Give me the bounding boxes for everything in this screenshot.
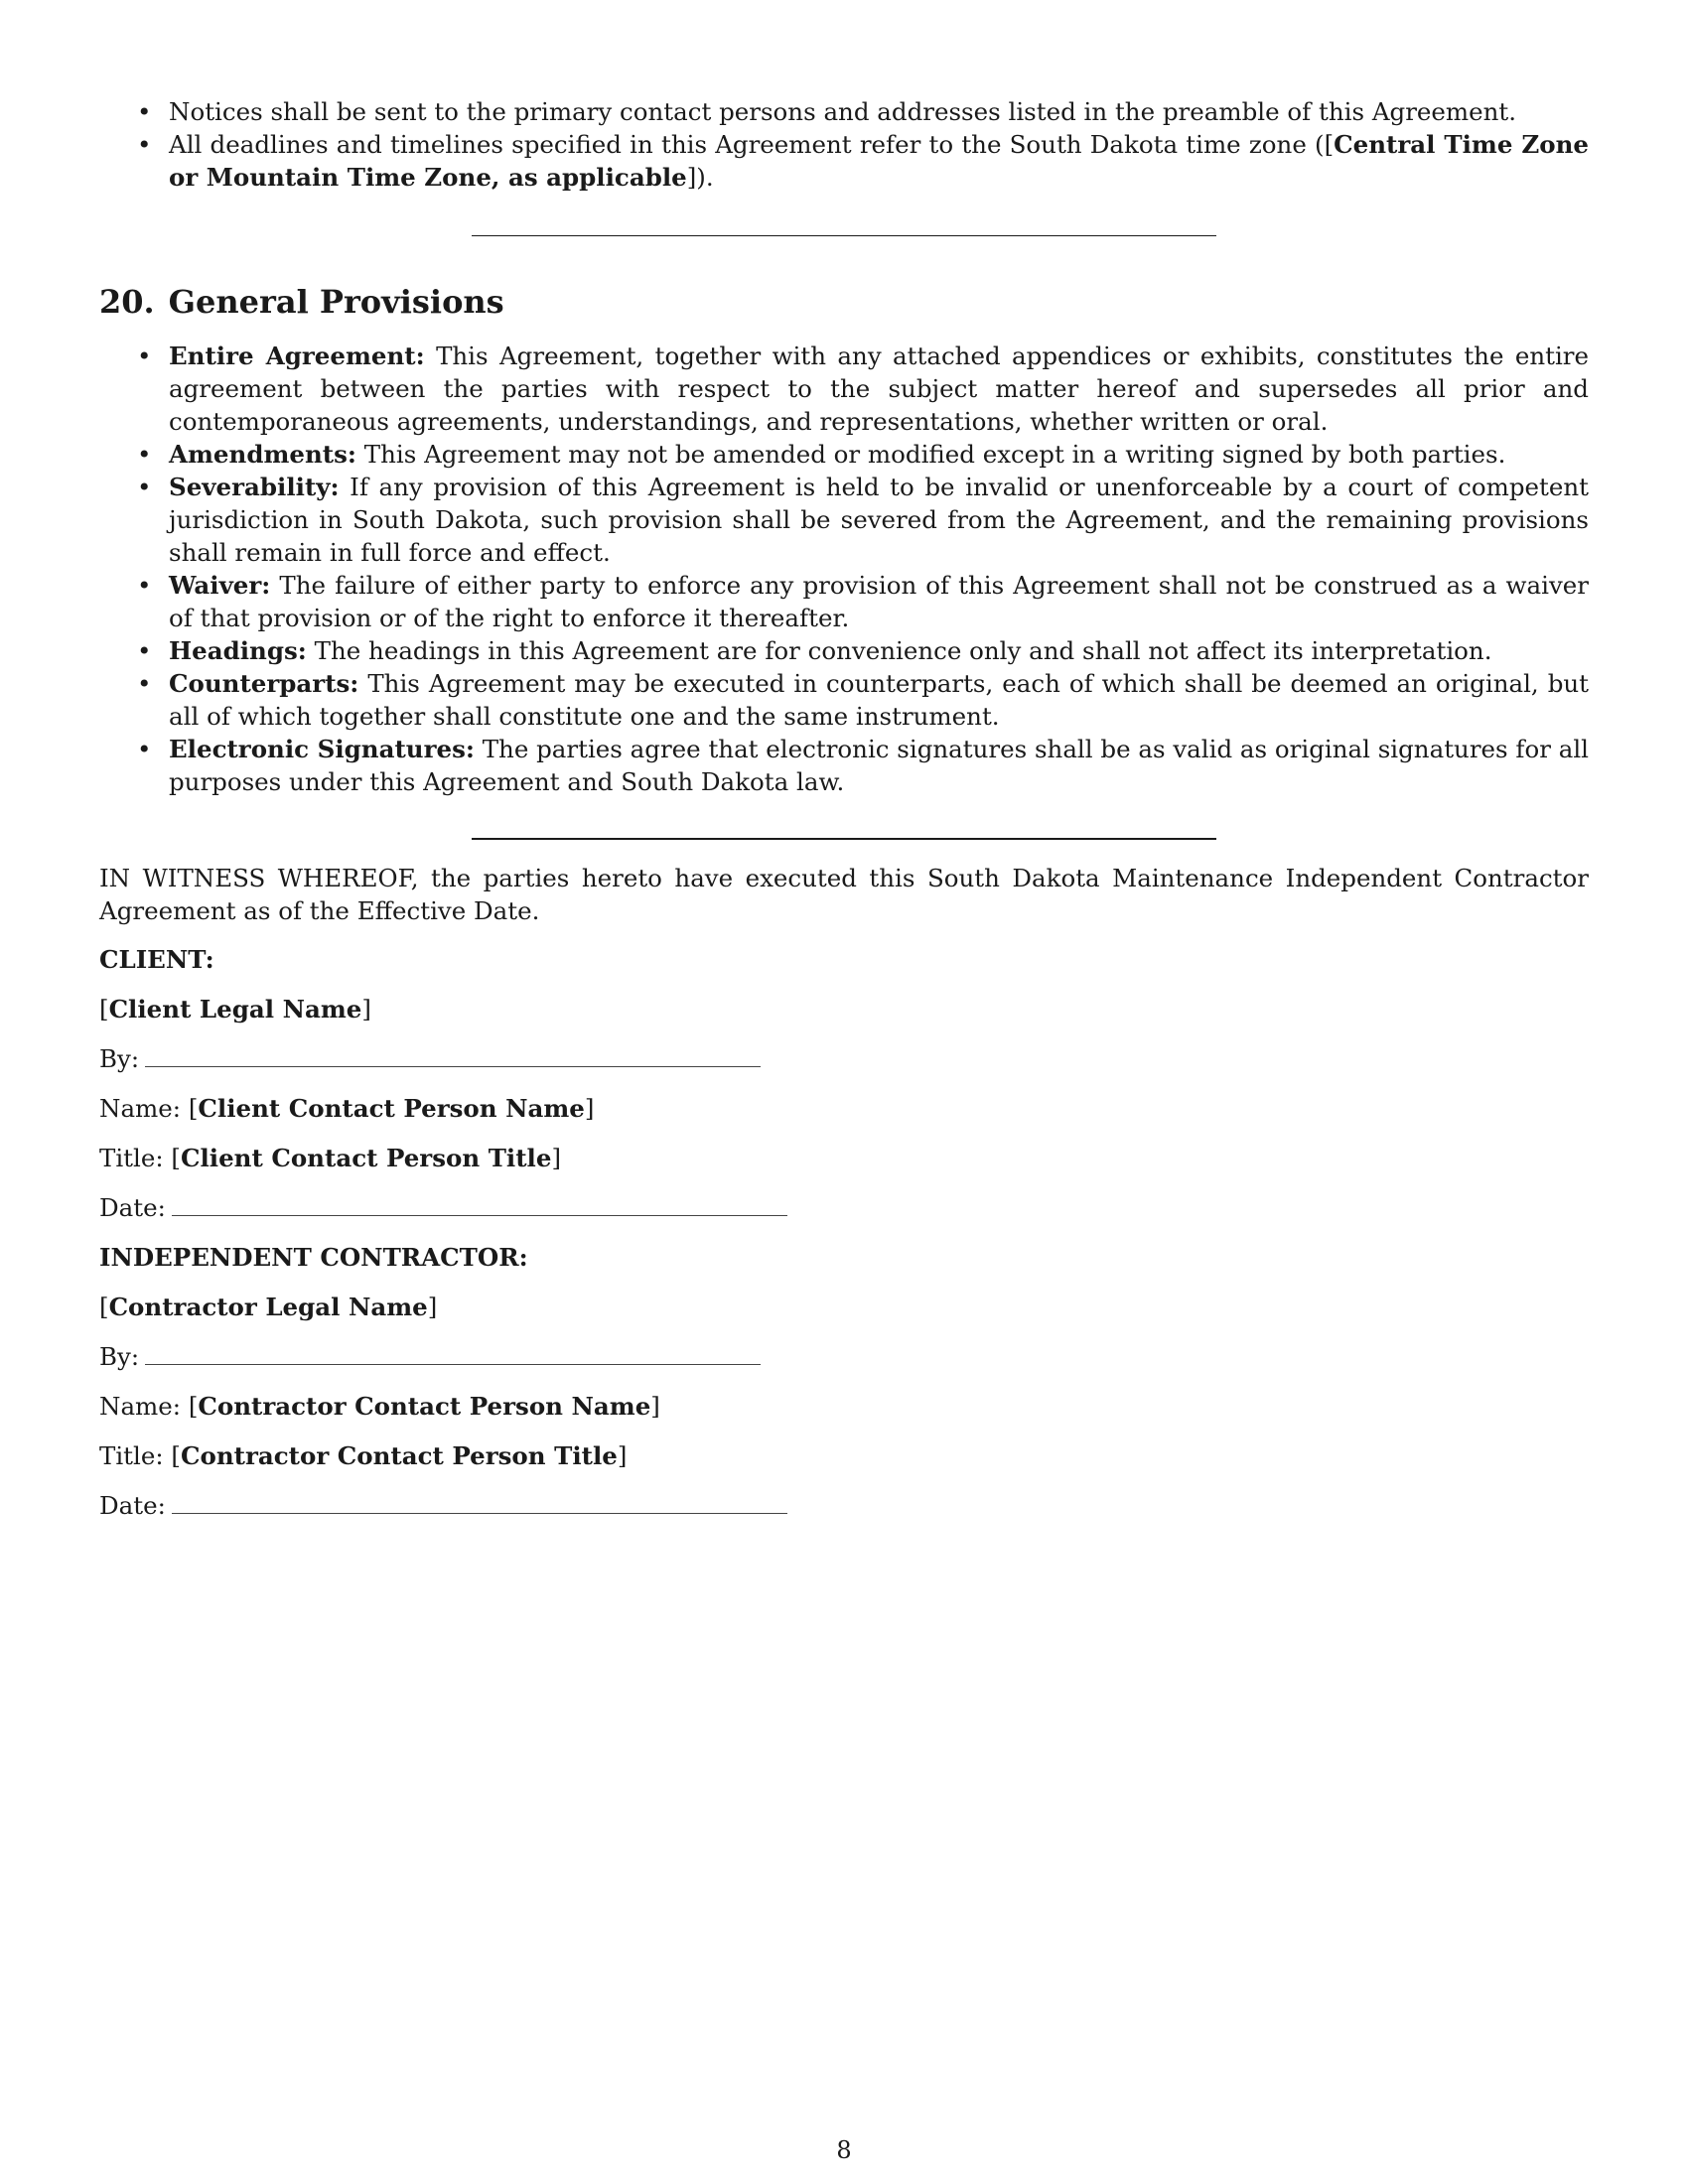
- list-item: [99, 667, 1589, 733]
- contractor-by-label: By:: [99, 1342, 140, 1371]
- provision-text: The failure of either party to enforce any provision of this Agreement shall not be construed as a waiver of that provision or of the right to enforce it thereafter.: [169, 571, 1589, 632]
- notices-list: [99, 95, 1589, 194]
- timezone-text-after: ]).: [686, 163, 714, 192]
- list-item: [99, 95, 1589, 128]
- list-item: [99, 471, 1589, 569]
- provision-text: This Agreement may not be amended or modified except in a writing signed by both parties.: [363, 440, 1506, 469]
- page-number: 8: [836, 2136, 852, 2164]
- provision-label: Severability:: [169, 473, 340, 501]
- contractor-signature-line[interactable]: [145, 1342, 761, 1365]
- list-item: [99, 128, 1589, 194]
- client-by-row: [99, 1042, 1589, 1076]
- provision-label: Entire Agreement:: [169, 341, 425, 370]
- client-by-label: By:: [99, 1044, 140, 1073]
- client-name-row: Name: [Client Contact Person Name]: [99, 1094, 595, 1123]
- contractor-name-value: Contractor Contact Person Name: [198, 1392, 651, 1421]
- contractor-by-row: [99, 1340, 1589, 1374]
- list-item: [99, 438, 1589, 471]
- provision-text: This Agreement may be executed in counterparts, each of which shall be deemed an original, but all of which together shall constitute one and the same instrument.: [169, 669, 1589, 731]
- provision-label: Electronic Signatures:: [169, 735, 475, 763]
- contractor-name-row: Name: [Contractor Contact Person Name]: [99, 1392, 660, 1421]
- provision-text: This Agreement, together with any attached appendices or exhibits, constitutes the entire agreement between the parties with respect to the subject matter hereof and supersedes all prior and contemporaneous agreements, understandings, and representations, whether written or oral.: [169, 341, 1590, 436]
- timezone-text-before: All deadlines and timelines specified in this Agreement refer to the South Dakota time zone ([: [169, 130, 1335, 159]
- client-legal-name-value: Client Legal Name: [108, 995, 362, 1024]
- provision-text: The headings in this Agreement are for convenience only and shall not affect its interpretation.: [314, 636, 1492, 665]
- section-number: 20.: [99, 283, 155, 321]
- signature-divider: [472, 838, 1216, 840]
- contractor-title-value: Contractor Contact Person Title: [180, 1441, 618, 1470]
- list-item: [99, 634, 1589, 667]
- notice-text: Notices shall be sent to the primary contact persons and addresses listed in the preamble of this Agreement.: [169, 97, 1517, 126]
- client-title-row: Title: [Client Contact Person Title]: [99, 1144, 562, 1172]
- list-item: [99, 569, 1589, 634]
- witness-clause: IN WITNESS WHEREOF, the parties hereto have executed this South Dakota Maintenance Independent Contractor Agreement as of the Effective Date.: [99, 864, 1589, 925]
- provision-label: Headings:: [169, 636, 307, 665]
- client-date-label: Date:: [99, 1193, 166, 1222]
- client-title-value: Client Contact Person Title: [180, 1144, 552, 1172]
- provision-text: If any provision of this Agreement is held to be invalid or unenforceable by a court of competent jurisdiction in South Dakota, such provision shall be severed from the Agreement, and the remaining provisions shall remain in full force and effect.: [169, 473, 1590, 567]
- client-date-row: [99, 1191, 1589, 1225]
- client-title-label: Title:: [99, 1144, 164, 1172]
- timezone-placeholder: Central Time Zone or Mountain Time Zone, as applicable: [169, 130, 1589, 192]
- provisions-list: [99, 340, 1589, 798]
- contractor-legal-name-value: Contractor Legal Name: [108, 1293, 428, 1321]
- contractor-date-row: [99, 1489, 1589, 1523]
- contractor-name-label: Name:: [99, 1392, 182, 1421]
- list-item: [99, 733, 1589, 798]
- contractor-date-line[interactable]: [172, 1491, 787, 1514]
- contractor-legal-name: [Contractor Legal Name]: [99, 1293, 438, 1321]
- client-name-label: Name:: [99, 1094, 182, 1123]
- client-signature-line[interactable]: [145, 1044, 761, 1067]
- provision-label: Amendments:: [169, 440, 356, 469]
- client-name-value: Client Contact Person Name: [198, 1094, 585, 1123]
- document-page: [99, 95, 1589, 1539]
- list-item: [99, 340, 1589, 438]
- provision-label: Waiver:: [169, 571, 271, 600]
- section-heading: [99, 282, 1589, 322]
- contractor-title-label: Title:: [99, 1441, 164, 1470]
- provision-label: Counterparts:: [169, 669, 359, 698]
- section-divider: [472, 235, 1216, 236]
- contractor-date-label: Date:: [99, 1491, 166, 1520]
- client-date-line[interactable]: [172, 1193, 787, 1216]
- section-title: General Provisions: [168, 283, 504, 321]
- contractor-title-row: Title: [Contractor Contact Person Title]: [99, 1441, 628, 1470]
- provision-text: The parties agree that electronic signatures shall be as valid as original signatures for all purposes under this Agreement and South Dakota law.: [169, 735, 1589, 796]
- contractor-heading: INDEPENDENT CONTRACTOR:: [99, 1243, 528, 1272]
- client-heading: CLIENT:: [99, 945, 214, 974]
- client-legal-name: [Client Legal Name]: [99, 995, 371, 1024]
